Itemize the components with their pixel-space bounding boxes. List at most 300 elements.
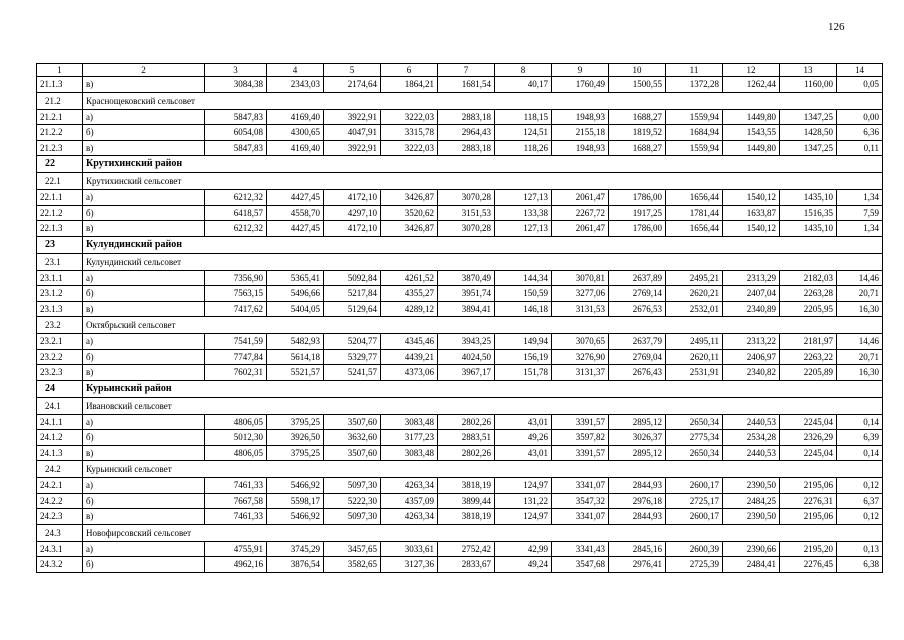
cell-value: 5217,84 [324,286,381,302]
row-label: в) [83,509,205,525]
row-code: 23.2 [37,317,83,334]
cell-value: 2155,18 [552,125,609,141]
cell-value: 2343,03 [267,77,324,93]
cell-value: 2440,53 [723,445,780,461]
cell-value: 1948,93 [552,140,609,156]
cell-value: 3547,32 [552,493,609,509]
cell-value: 6418,57 [205,205,267,221]
row-code: 21.2 [37,92,83,109]
cell-value: 2276,31 [780,493,837,509]
row-label: а) [83,270,205,286]
cell-value: 14,46 [837,334,883,350]
cell-value: 1681,54 [438,77,495,93]
cell-value: 124,51 [495,125,552,141]
cell-value: 1540,12 [723,190,780,206]
cell-value: 118,15 [495,109,552,125]
cell-value: 5482,93 [267,334,324,350]
cell-value: 4289,12 [381,301,438,317]
cell-value: 1633,87 [723,205,780,221]
row-code: 24.2.1 [37,478,83,494]
cell-value: 5404,05 [267,301,324,317]
cell-value: 4357,09 [381,493,438,509]
row-code: 23.1.1 [37,270,83,286]
cell-value: 4345,46 [381,334,438,350]
cell-value: 3083,48 [381,414,438,430]
cell-value: 4024,50 [438,349,495,365]
row-code: 24.3 [37,524,83,541]
cell-value: 2802,26 [438,445,495,461]
table-row [37,509,883,525]
cell-value: 3070,81 [552,270,609,286]
row-code: 21.2.2 [37,125,83,141]
cell-value: 3341,43 [552,541,609,557]
cell-value: 1449,80 [723,140,780,156]
cell-value: 2484,41 [723,557,780,573]
column-header: 5 [324,64,381,77]
cell-value: 1786,00 [609,221,666,237]
table-row [37,77,883,93]
table-row [37,286,883,302]
row-label: в) [83,445,205,461]
cell-value: 3426,87 [381,190,438,206]
row-label: б) [83,205,205,221]
cell-value: 7461,33 [205,509,267,525]
settlement-row [37,92,883,109]
cell-value: 146,18 [495,301,552,317]
cell-value: 4169,40 [267,109,324,125]
cell-value: 2245,04 [780,445,837,461]
settlement-name: Новофирсовский сельсовет [83,524,883,541]
row-code: 21.2.3 [37,140,83,156]
cell-value: 5466,92 [267,478,324,494]
cell-value: 2195,06 [780,478,837,494]
cell-value: 2195,20 [780,541,837,557]
cell-value: 0,00 [837,109,883,125]
cell-value: 133,38 [495,205,552,221]
cell-value: 4263,34 [381,509,438,525]
cell-value: 4047,91 [324,125,381,141]
cell-value: 2620,21 [666,286,723,302]
cell-value: 2752,42 [438,541,495,557]
cell-value: 2263,22 [780,349,837,365]
cell-value: 43,01 [495,445,552,461]
cell-value: 0,11 [837,140,883,156]
row-label: а) [83,190,205,206]
cell-value: 127,13 [495,190,552,206]
cell-value: 16,30 [837,301,883,317]
table-row [37,414,883,430]
cell-value: 2195,06 [780,509,837,525]
row-code: 24.2.3 [37,509,83,525]
cell-value: 4962,16 [205,557,267,573]
cell-value: 3745,29 [267,541,324,557]
cell-value: 4439,21 [381,349,438,365]
settlement-row [37,524,883,541]
row-code: 22.1 [37,173,83,190]
row-label: б) [83,493,205,509]
cell-value: 156,19 [495,349,552,365]
cell-value: 2600,17 [666,478,723,494]
row-label: б) [83,286,205,302]
cell-value: 2484,25 [723,493,780,509]
cell-value: 6212,32 [205,190,267,206]
cell-value: 3070,28 [438,221,495,237]
cell-value: 2495,21 [666,270,723,286]
column-header: 13 [780,64,837,77]
column-header: 6 [381,64,438,77]
column-header: 14 [837,64,883,77]
column-header: 10 [609,64,666,77]
row-code: 24 [37,380,83,397]
cell-value: 3818,19 [438,478,495,494]
cell-value: 3033,61 [381,541,438,557]
table-row [37,140,883,156]
cell-value: 3547,68 [552,557,609,573]
cell-value: 42,99 [495,541,552,557]
cell-value: 2650,34 [666,445,723,461]
cell-value: 2637,79 [609,334,666,350]
district-row [37,156,883,173]
cell-value: 3922,91 [324,109,381,125]
cell-value: 3899,44 [438,493,495,509]
cell-value: 144,34 [495,270,552,286]
cell-value: 3084,38 [205,77,267,93]
cell-value: 1516,35 [780,205,837,221]
table-row [37,557,883,573]
table-body [37,64,883,573]
table-row [37,221,883,237]
cell-value: 3083,48 [381,445,438,461]
cell-value: 0,13 [837,541,883,557]
cell-value: 2340,82 [723,365,780,381]
cell-value: 1428,50 [780,125,837,141]
column-header: 11 [666,64,723,77]
cell-value: 16,30 [837,365,883,381]
cell-value: 5496,66 [267,286,324,302]
cell-value: 6,36 [837,125,883,141]
settlement-name: Курьинский сельсовет [83,461,883,478]
cell-value: 7602,31 [205,365,267,381]
cell-value: 3943,25 [438,334,495,350]
cell-value: 4427,45 [267,221,324,237]
settlement-row [37,173,883,190]
column-header: 1 [37,64,83,77]
row-label: б) [83,125,205,141]
cell-value: 1559,94 [666,140,723,156]
cell-value: 1500,55 [609,77,666,93]
cell-value: 1684,94 [666,125,723,141]
table-row [37,109,883,125]
cell-value: 1819,52 [609,125,666,141]
row-code: 24.3.2 [37,557,83,573]
cell-value: 3070,28 [438,190,495,206]
cell-value: 7461,33 [205,478,267,494]
table-row [37,334,883,350]
cell-value: 3876,54 [267,557,324,573]
cell-value: 3391,57 [552,445,609,461]
cell-value: 4297,10 [324,205,381,221]
table-row [37,445,883,461]
cell-value: 5466,92 [267,509,324,525]
cell-value: 0,05 [837,77,883,93]
cell-value: 1435,10 [780,221,837,237]
cell-value: 3597,82 [552,430,609,446]
cell-value: 3131,37 [552,365,609,381]
settlement-name: Ивановский сельсовет [83,397,883,414]
cell-value: 5521,57 [267,365,324,381]
column-header: 7 [438,64,495,77]
cell-value: 2276,45 [780,557,837,573]
cell-value: 2769,04 [609,349,666,365]
cell-value: 1347,25 [780,109,837,125]
cell-value: 1781,44 [666,205,723,221]
row-label: а) [83,541,205,557]
cell-value: 1760,49 [552,77,609,93]
row-code: 23.2.2 [37,349,83,365]
cell-value: 49,26 [495,430,552,446]
cell-value: 2883,51 [438,430,495,446]
cell-value: 4172,10 [324,190,381,206]
cell-value: 150,59 [495,286,552,302]
cell-value: 3582,65 [324,557,381,573]
cell-value: 2833,67 [438,557,495,573]
cell-value: 7,59 [837,205,883,221]
table-row [37,365,883,381]
cell-value: 5012,30 [205,430,267,446]
cell-value: 5097,30 [324,478,381,494]
row-label: в) [83,221,205,237]
cell-value: 1559,94 [666,109,723,125]
row-code: 24.2.2 [37,493,83,509]
table-row [37,349,883,365]
row-code: 24.1.1 [37,414,83,430]
cell-value: 118,26 [495,140,552,156]
cell-value: 1347,25 [780,140,837,156]
cell-value: 2895,12 [609,445,666,461]
cell-value: 1262,44 [723,77,780,93]
table-row [37,541,883,557]
cell-value: 2061,47 [552,221,609,237]
cell-value: 7356,90 [205,270,267,286]
cell-value: 2267,72 [552,205,609,221]
column-header: 9 [552,64,609,77]
cell-value: 2245,04 [780,414,837,430]
cell-value: 2181,97 [780,334,837,350]
cell-value: 2976,41 [609,557,666,573]
cell-value: 1435,10 [780,190,837,206]
column-header: 8 [495,64,552,77]
settlement-row [37,317,883,334]
cell-value: 2769,14 [609,286,666,302]
cell-value: 2802,26 [438,414,495,430]
cell-value: 3276,90 [552,349,609,365]
cell-value: 4172,10 [324,221,381,237]
cell-value: 6,37 [837,493,883,509]
cell-value: 0,14 [837,414,883,430]
row-code: 22.1.3 [37,221,83,237]
row-label: в) [83,77,205,93]
cell-value: 2531,91 [666,365,723,381]
cell-value: 2883,18 [438,109,495,125]
row-code: 24.2 [37,461,83,478]
cell-value: 2775,34 [666,430,723,446]
row-code: 23.2.1 [37,334,83,350]
district-name: Крутихинский район [83,156,883,173]
cell-value: 4806,05 [205,414,267,430]
cell-value: 6,38 [837,557,883,573]
cell-value: 3507,60 [324,414,381,430]
cell-value: 0,12 [837,478,883,494]
page-number: 126 [828,21,845,33]
row-code: 23 [37,236,83,253]
cell-value: 2495,11 [666,334,723,350]
cell-value: 7417,62 [205,301,267,317]
cell-value: 1948,93 [552,109,609,125]
cell-value: 5329,77 [324,349,381,365]
column-header-row [37,64,883,77]
table-row [37,430,883,446]
cell-value: 1786,00 [609,190,666,206]
cell-value: 2407,04 [723,286,780,302]
row-label: в) [83,301,205,317]
cell-value: 5365,41 [267,270,324,286]
cell-value: 43,01 [495,414,552,430]
cell-value: 5847,83 [205,109,267,125]
cell-value: 131,22 [495,493,552,509]
row-code: 24.1.2 [37,430,83,446]
settlement-name: Краснощековский сельсовет [83,92,883,109]
cell-value: 5092,84 [324,270,381,286]
cell-value: 4169,40 [267,140,324,156]
table-row [37,301,883,317]
row-code: 22.1.2 [37,205,83,221]
cell-value: 4558,70 [267,205,324,221]
cell-value: 1688,27 [609,140,666,156]
cell-value: 2844,93 [609,478,666,494]
row-label: б) [83,430,205,446]
cell-value: 3795,25 [267,445,324,461]
cell-value: 2061,47 [552,190,609,206]
cell-value: 3341,07 [552,478,609,494]
cell-value: 2600,39 [666,541,723,557]
cell-value: 0,12 [837,509,883,525]
cell-value: 2725,17 [666,493,723,509]
row-code: 22.1.1 [37,190,83,206]
cell-value: 3894,41 [438,301,495,317]
cell-value: 2600,17 [666,509,723,525]
row-label: а) [83,414,205,430]
row-label: б) [83,557,205,573]
cell-value: 1656,44 [666,190,723,206]
cell-value: 3177,23 [381,430,438,446]
cell-value: 14,46 [837,270,883,286]
cell-value: 2976,18 [609,493,666,509]
cell-value: 4806,05 [205,445,267,461]
cell-value: 5598,17 [267,493,324,509]
cell-value: 2440,53 [723,414,780,430]
cell-value: 3127,36 [381,557,438,573]
cell-value: 2390,66 [723,541,780,557]
settlement-row [37,397,883,414]
cell-value: 4427,45 [267,190,324,206]
cell-value: 3222,03 [381,140,438,156]
settlement-name: Кулундинский сельсовет [83,253,883,270]
cell-value: 2313,29 [723,270,780,286]
cell-value: 0,14 [837,445,883,461]
row-label: а) [83,478,205,494]
district-row [37,380,883,397]
cell-value: 2340,89 [723,301,780,317]
district-row [37,236,883,253]
row-code: 24.1 [37,397,83,414]
cell-value: 4263,34 [381,478,438,494]
row-code: 24.3.1 [37,541,83,557]
cell-value: 124,97 [495,478,552,494]
cell-value: 7563,15 [205,286,267,302]
cell-value: 49,24 [495,557,552,573]
column-header: 2 [83,64,205,77]
row-label: в) [83,365,205,381]
cell-value: 1543,55 [723,125,780,141]
cell-value: 6,39 [837,430,883,446]
cell-value: 4755,91 [205,541,267,557]
cell-value: 20,71 [837,286,883,302]
cell-value: 3795,25 [267,414,324,430]
cell-value: 6212,32 [205,221,267,237]
cell-value: 3391,57 [552,414,609,430]
cell-value: 2650,34 [666,414,723,430]
cell-value: 4355,27 [381,286,438,302]
row-code: 21.1.3 [37,77,83,93]
cell-value: 7541,59 [205,334,267,350]
cell-value: 2620,11 [666,349,723,365]
cell-value: 127,13 [495,221,552,237]
cell-value: 1864,21 [381,77,438,93]
cell-value: 1688,27 [609,109,666,125]
cell-value: 1656,44 [666,221,723,237]
cell-value: 2845,16 [609,541,666,557]
row-code: 23.1.3 [37,301,83,317]
cell-value: 3457,65 [324,541,381,557]
district-name: Кулундинский район [83,236,883,253]
column-header: 3 [205,64,267,77]
cell-value: 3070,65 [552,334,609,350]
table-row [37,493,883,509]
cell-value: 4373,06 [381,365,438,381]
cell-value: 3341,07 [552,509,609,525]
cell-value: 5097,30 [324,509,381,525]
cell-value: 2205,95 [780,301,837,317]
cell-value: 1160,00 [780,77,837,93]
cell-value: 3926,50 [267,430,324,446]
cell-value: 2676,53 [609,301,666,317]
table-row [37,478,883,494]
cell-value: 2964,43 [438,125,495,141]
cell-value: 2390,50 [723,478,780,494]
cell-value: 5129,64 [324,301,381,317]
cell-value: 3277,06 [552,286,609,302]
data-table [36,63,883,573]
cell-value: 3922,91 [324,140,381,156]
cell-value: 1917,25 [609,205,666,221]
cell-value: 3426,87 [381,221,438,237]
row-label: б) [83,349,205,365]
cell-value: 2174,64 [324,77,381,93]
cell-value: 2406,97 [723,349,780,365]
settlement-name: Крутихинский сельсовет [83,173,883,190]
cell-value: 2883,18 [438,140,495,156]
cell-value: 2313,22 [723,334,780,350]
